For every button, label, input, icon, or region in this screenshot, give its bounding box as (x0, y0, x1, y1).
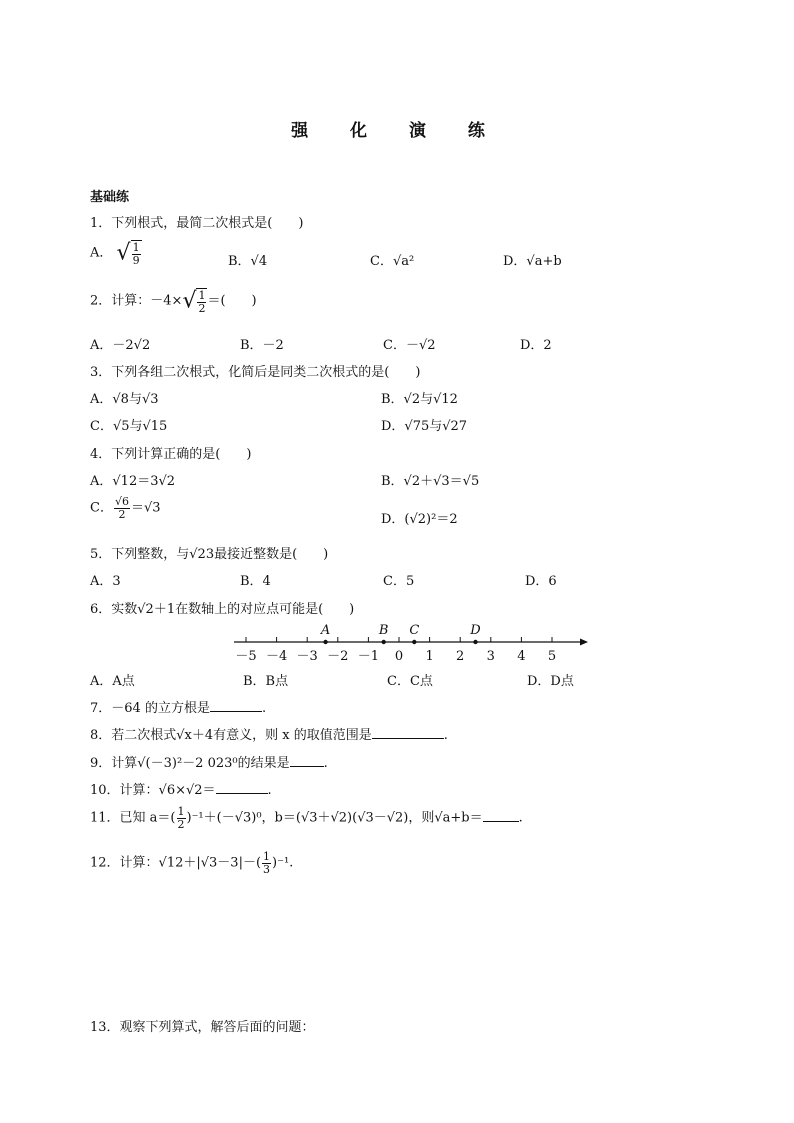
question-13-stem: 13．观察下列算式，解答后面的问题： (90, 1020, 315, 1035)
point-d-dot (473, 640, 477, 644)
q5-option-d[interactable]: D．6 (525, 574, 557, 589)
axis-tick-label: －2 (327, 649, 349, 664)
axis-tick-label: 0 (394, 649, 404, 664)
answer-blank[interactable] (210, 699, 262, 712)
axis-tick-label: 4 (517, 649, 526, 664)
question-9: 9．计算√(－3)²－2 023⁰的结果是 . (90, 756, 328, 771)
question-5-stem: 5．下列整数，与√23最接近整数是( ) (90, 547, 329, 562)
q4-option-b[interactable]: B．√2＋√3＝√5 (381, 474, 480, 489)
question-11: 11．已知 a＝( $\frac{1}{2}$ )⁻¹＋(－√3)⁰，b＝(√3＋√2)(√3－√2)，则√a+b＝ . (90, 805, 523, 831)
answer-blank[interactable] (372, 726, 444, 739)
q6-option-d[interactable]: D．D点 (527, 674, 574, 689)
answer-blank[interactable] (216, 781, 268, 794)
q2-option-c[interactable]: C．－√2 (383, 338, 436, 353)
sqrt-one-ninth: √ $\frac{1}{9}$ (116, 240, 140, 267)
question-10: 10．计算：√6×√2＝ . (90, 783, 272, 798)
axis-tick-label: －4 (265, 649, 288, 664)
question-6-stem: 6．实数√2＋1在数轴上的对应点可能是( ) (90, 602, 355, 617)
page-title: 强 化 演 练 (291, 121, 503, 141)
section-heading: 基础练 (90, 190, 130, 205)
question-12: 12．计算：√12＋|√3－3|－( $\frac{1}{3}$ )⁻¹. (90, 850, 294, 876)
point-c-dot (412, 640, 416, 644)
axis-tick-label: 5 (547, 649, 557, 664)
axis-tick-label: －3 (296, 649, 318, 664)
q5-option-c[interactable]: C．5 (383, 574, 415, 589)
axis-tick-label: 2 (456, 649, 465, 664)
answer-blank[interactable] (290, 754, 324, 767)
q3-option-d[interactable]: D．√75与√27 (381, 419, 468, 434)
q4-option-a[interactable]: A．√12＝3√2 (90, 474, 176, 489)
question-8: 8．若二次根式√x＋4有意义，则 x 的取值范围是 . (90, 728, 448, 743)
q5-option-b[interactable]: B．4 (240, 574, 271, 589)
q2-option-d[interactable]: D．2 (520, 338, 552, 353)
q1-option-d[interactable]: D．√a+b (503, 254, 562, 269)
q3-option-a[interactable]: A．√8与√3 (90, 392, 159, 407)
point-b-label: B (378, 623, 389, 638)
number-line-figure (226, 618, 592, 666)
axis-tick-label: －1 (357, 649, 380, 664)
point-a-dot (323, 640, 327, 644)
q6-option-b[interactable]: B．B点 (243, 674, 289, 689)
q4-option-c[interactable]: C． $\frac{√6}{2}$ ＝√3 (90, 495, 161, 521)
question-4-stem: 4．下列计算正确的是( ) (90, 447, 252, 462)
q3-option-b[interactable]: B．√2与√12 (381, 392, 458, 407)
axis-tick-label: 3 (486, 649, 495, 664)
axis-tick-label: －5 (235, 649, 257, 664)
point-c-label: C (409, 623, 420, 638)
question-3-stem: 3．下列各组二次根式，化简后是同类二次根式的是( ) (90, 365, 421, 380)
q6-option-c[interactable]: C．C点 (387, 674, 433, 689)
point-d-label: D (470, 623, 481, 638)
q1-option-a[interactable]: A． √ $\frac{1}{9}$ (90, 240, 140, 267)
q3-option-c[interactable]: C．√5与√15 (90, 419, 168, 434)
q5-option-a[interactable]: A．3 (90, 574, 121, 589)
point-b-dot (382, 640, 386, 644)
q1-option-b[interactable]: B．√4 (228, 254, 268, 269)
axis-tick-label: 1 (425, 649, 434, 664)
point-a-label: A (320, 623, 331, 638)
q6-option-a[interactable]: A．A点 (90, 674, 135, 689)
answer-blank[interactable] (483, 809, 519, 822)
axis-arrow (580, 639, 588, 646)
q4-option-d[interactable]: D．(√2)²＝2 (381, 512, 458, 527)
question-2-stem: 2．计算：－4×√ $\frac{1}{2}$ ＝( ) (90, 288, 257, 315)
q2-option-a[interactable]: A．－2√2 (90, 338, 151, 353)
question-7: 7．－64 的立方根是 . (90, 701, 267, 716)
q1-option-c[interactable]: C．√a² (370, 254, 415, 269)
question-1-stem: 1．下列根式，最简二次根式是( ) (90, 216, 304, 231)
q2-option-b[interactable]: B．－2 (240, 338, 284, 353)
